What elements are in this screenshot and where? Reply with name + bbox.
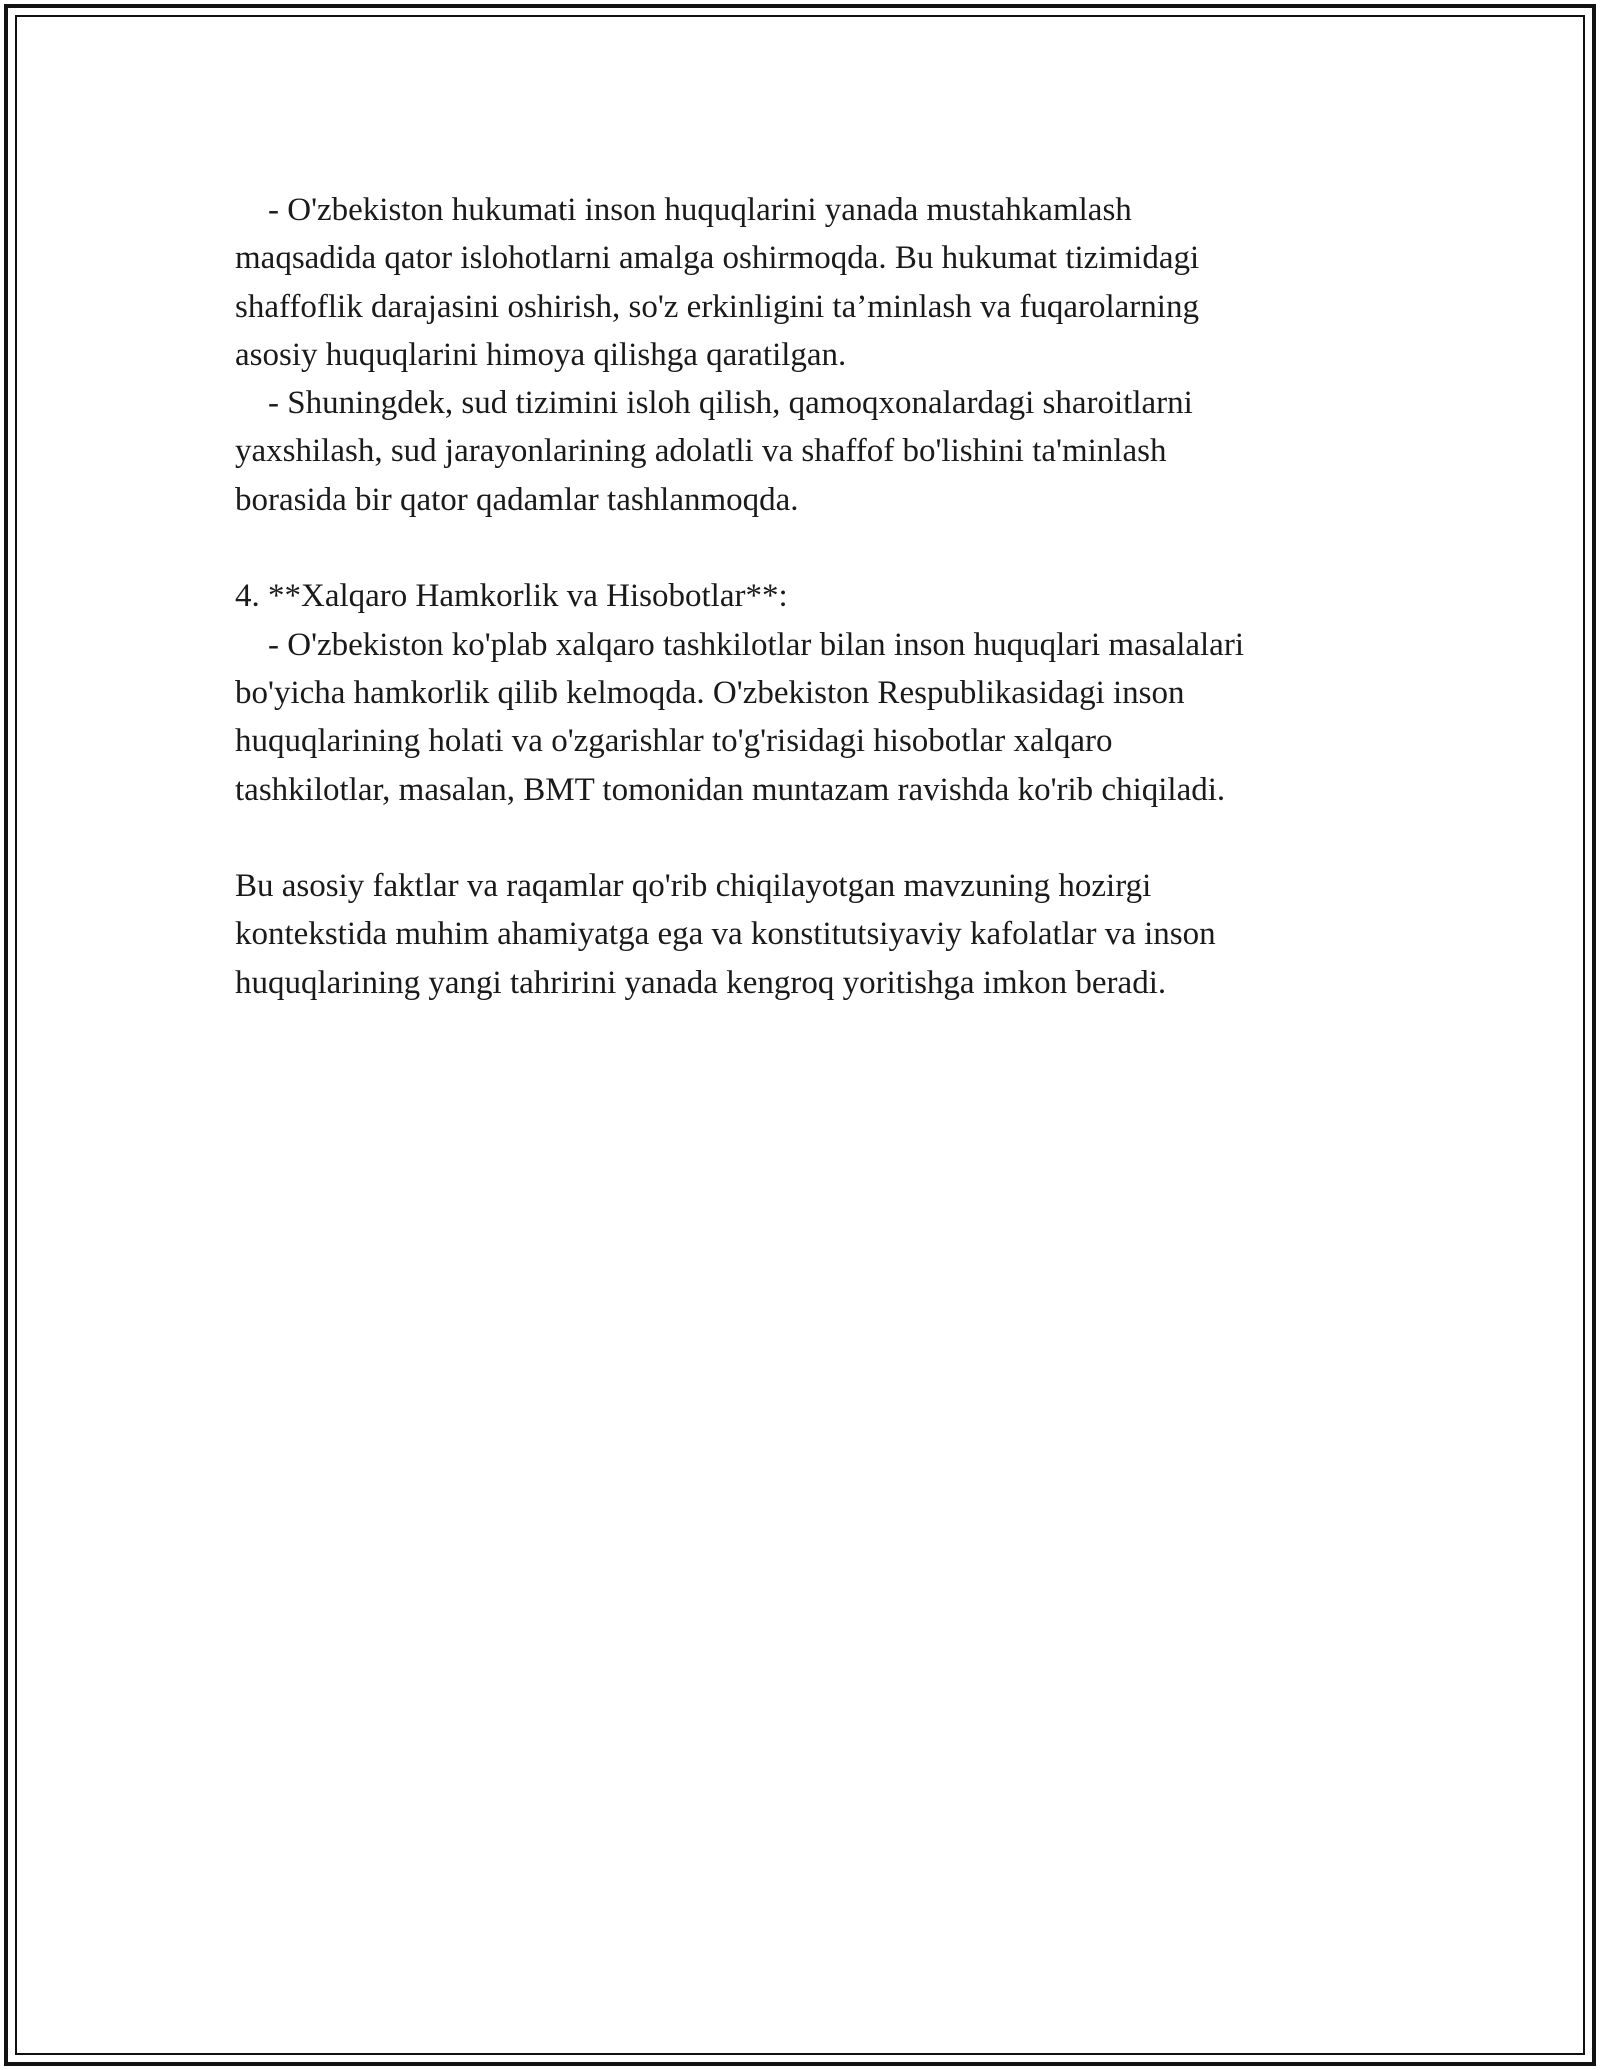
text-line: huquqlarining yangi tahririni yanada kengroq yoritishga imkon beradi. bbox=[235, 964, 1167, 1001]
text-line: asosiy huquqlarini himoya qilishga qaratilgan. bbox=[235, 336, 847, 373]
text-line: shaffoflik darajasini oshirish, so'z erkinligini ta’minlash va fuqarolarning bbox=[235, 288, 1199, 325]
section-heading: 4. **Xalqaro Hamkorlik va Hisobotlar**: bbox=[235, 578, 788, 615]
text-line: maqsadida qator islohotlarni amalga oshirmoqda. Bu hukumat tizimidagi bbox=[235, 240, 1200, 277]
text-line: - O'zbekiston hukumati inson huquqlarini yanada mustahkamlash bbox=[235, 192, 1132, 228]
paragraph-conclusion bbox=[235, 862, 1415, 1007]
blank-line bbox=[235, 524, 1415, 572]
paragraph-judicial-reform bbox=[235, 379, 1415, 524]
text-line: tashkilotlar, masalan, BMT tomonidan muntazam ravishda ko'rib chiqiladi. bbox=[235, 771, 1226, 808]
text-line: - O'zbekiston ko'plab xalqaro tashkilotlar bilan inson huquqlari masalalari bbox=[235, 626, 1244, 663]
document-body bbox=[235, 186, 1415, 1007]
text-line: bo'yicha hamkorlik qilib kelmoqda. O'zbekiston Respublikasidagi inson bbox=[235, 674, 1185, 711]
blank-line bbox=[235, 814, 1415, 862]
text-line: borasida bir qator qadamlar tashlanmoqda. bbox=[235, 481, 799, 518]
text-line: - Shuningdek, sud tizimini isloh qilish, qamoqxonalardagi sharoitlarni bbox=[235, 385, 1193, 422]
text-line: kontekstida muhim ahamiyatga ega va konstitutsiyaviy kafolatlar va inson bbox=[235, 916, 1216, 953]
text-line: huquqlarining holati va o'zgarishlar to'g'risidagi hisobotlar xalqaro bbox=[235, 723, 1113, 760]
text-line: yaxshilash, sud jarayonlarining adolatli va shaffof bo'lishini ta'minlash bbox=[235, 433, 1167, 470]
text-line: Bu asosiy faktlar va raqamlar qo'rib chiqilayotgan mavzuning hozirgi bbox=[235, 868, 1152, 905]
paragraph-international-cooperation bbox=[235, 621, 1415, 814]
paragraph-reforms bbox=[235, 186, 1415, 379]
